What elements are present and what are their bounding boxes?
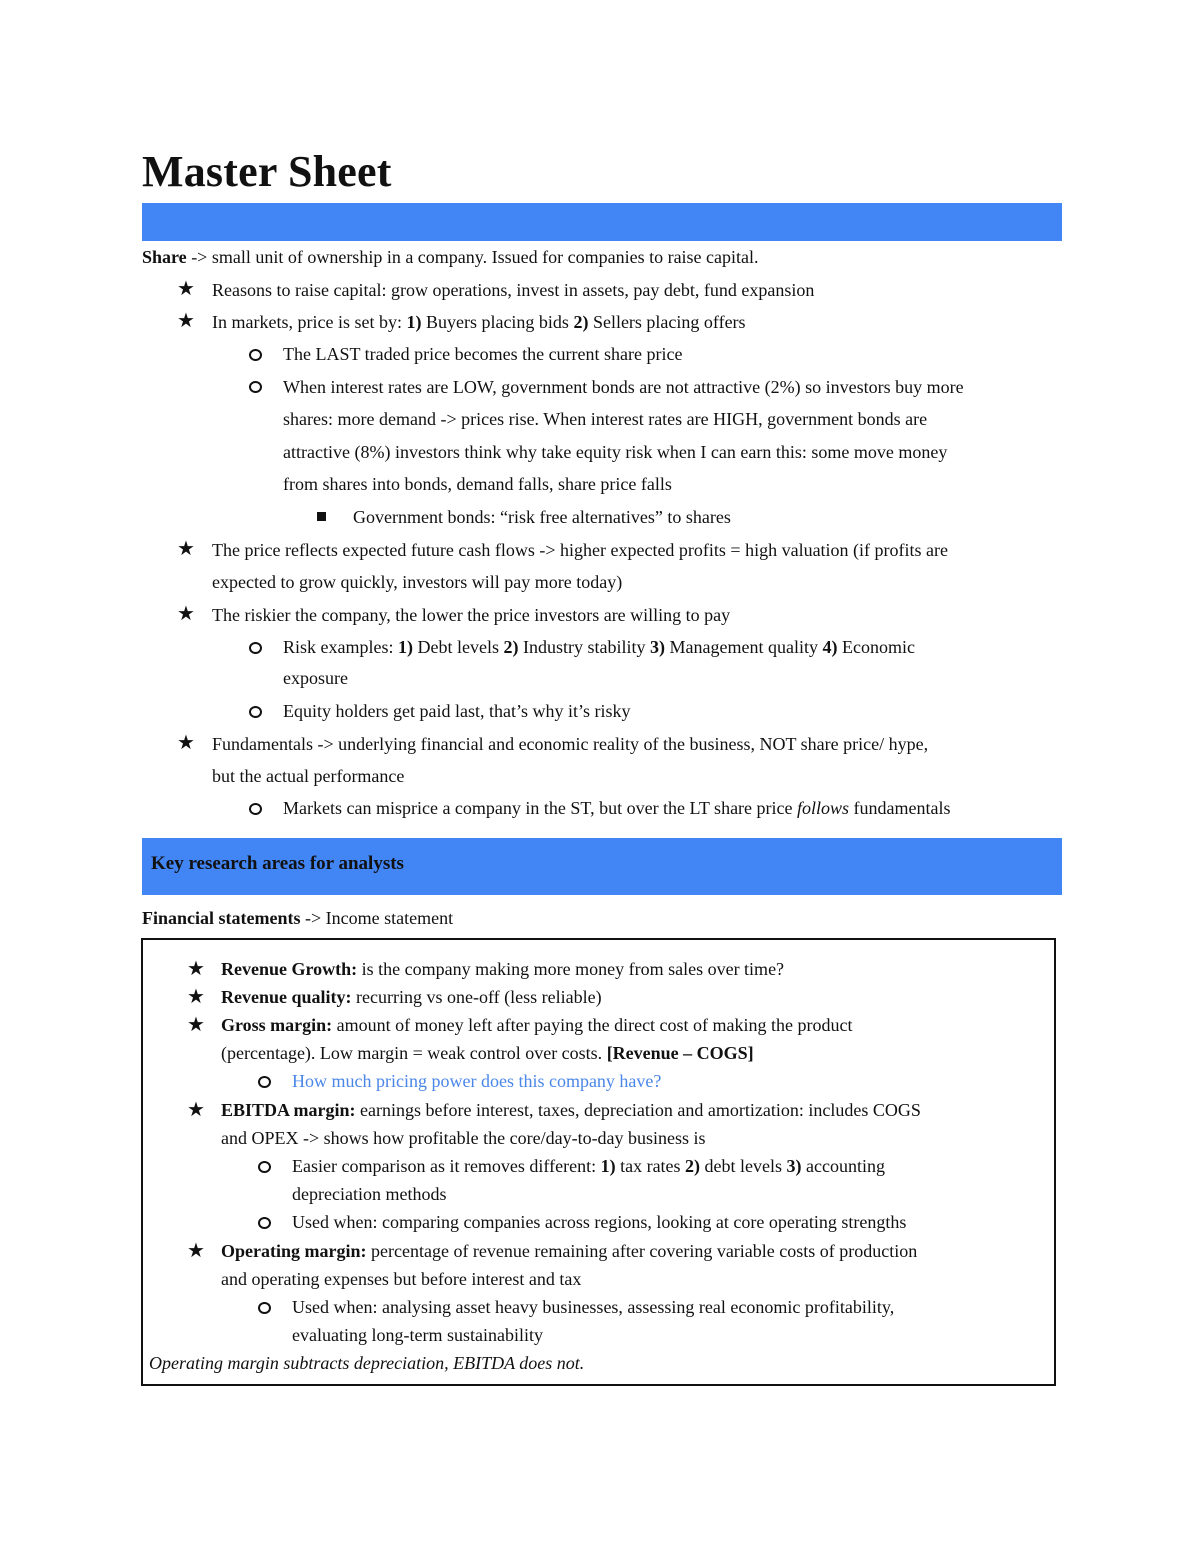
circle-bullet-icon [258,1076,271,1088]
list-item: Easier comparison as it removes different: 1) tax rates 2) debt levels 3) accounting [292,1156,886,1176]
star-bullet-icon: ★ [177,603,195,625]
section-header-bar [142,838,1062,895]
list-item: Revenue quality: recurring vs one-off (less reliable) [221,987,602,1007]
list-item-continuation: depreciation methods [292,1184,447,1204]
section-heading: Key research areas for analysts [151,853,404,874]
star-bullet-icon: ★ [177,278,195,300]
list-item: Reasons to raise capital: grow operations, invest in assets, pay debt, fund expansion [212,280,815,300]
star-bullet-icon: ★ [187,1014,205,1036]
star-bullet-icon: ★ [187,1240,205,1262]
list-item: Operating margin: percentage of revenue remaining after covering variable costs of production [221,1241,918,1261]
circle-bullet-icon [258,1217,271,1229]
circle-bullet-icon [258,1302,271,1314]
list-item: EBITDA margin: earnings before interest, taxes, depreciation and amortization: includes COGS [221,1100,921,1120]
square-bullet-icon [317,512,326,521]
list-item: Revenue Growth: is the company making more money from sales over time? [221,959,785,979]
circle-bullet-icon [249,803,262,815]
list-item-continuation: attractive (8%) investors think why take equity risk when I can earn this: some move money [283,442,948,462]
list-item-continuation: shares: more demand -> prices rise. When interest rates are HIGH, government bonds are [283,409,928,429]
circle-bullet-icon [249,642,262,654]
star-bullet-icon: ★ [187,958,205,980]
list-item-continuation: and operating expenses but before interest and tax [221,1269,582,1289]
list-item-continuation: expected to grow quickly, investors will pay more today) [212,572,623,592]
circle-bullet-icon [249,706,262,718]
list-item: When interest rates are LOW, government bonds are not attractive (2%) so investors buy more [283,377,964,397]
list-item: Used when: comparing companies across regions, looking at core operating strengths [292,1212,907,1232]
list-item: The price reflects expected future cash flows -> higher expected profits = high valuation (if profits are [212,540,949,560]
footnote: Operating margin subtracts depreciation, EBITDA does not. [149,1353,585,1373]
list-item-continuation: exposure [283,668,348,688]
list-item: Government bonds: “risk free alternatives” to shares [353,507,731,527]
star-bullet-icon: ★ [187,1099,205,1121]
list-item: Markets can misprice a company in the ST, but over the LT share price follows fundamentals [283,798,951,818]
financial-statements-label: Financial statements -> Income statement [142,908,454,928]
list-item: The LAST traded price becomes the current share price [283,344,683,364]
list-item-continuation: (percentage). Low margin = weak control over costs. [Revenue – COGS] [221,1043,754,1063]
list-item: Fundamentals -> underlying financial and economic reality of the business, NOT share price/ hype, [212,734,929,754]
list-item: Gross margin: amount of money left after paying the direct cost of making the product [221,1015,853,1035]
star-bullet-icon: ★ [177,310,195,332]
list-item: Equity holders get paid last, that’s why it’s risky [283,701,631,721]
star-bullet-icon: ★ [177,732,195,754]
list-item-continuation: from shares into bonds, demand falls, share price falls [283,474,672,494]
star-bullet-icon: ★ [187,986,205,1008]
star-bullet-icon: ★ [177,538,195,560]
list-item-continuation: and OPEX -> shows how profitable the core/day-to-day business is [221,1128,706,1148]
circle-bullet-icon [249,349,262,361]
list-item: In markets, price is set by: 1) Buyers placing bids 2) Sellers placing offers [212,312,746,332]
list-item-continuation: evaluating long-term sustainability [292,1325,543,1345]
list-item: Risk examples: 1) Debt levels 2) Industry stability 3) Management quality 4) Economic [283,637,915,657]
list-item: The riskier the company, the lower the price investors are willing to pay [212,605,731,625]
title-accent-bar [142,203,1062,241]
circle-bullet-icon [249,381,262,393]
list-item: Used when: analysing asset heavy businesses, assessing real economic profitability, [292,1297,895,1317]
page-title: Master Sheet [142,147,392,196]
pricing-power-link[interactable]: How much pricing power does this company have? [292,1071,662,1091]
circle-bullet-icon [258,1161,271,1173]
list-item-continuation: but the actual performance [212,766,405,786]
share-definition: Share -> small unit of ownership in a company. Issued for companies to raise capital. [142,247,759,267]
